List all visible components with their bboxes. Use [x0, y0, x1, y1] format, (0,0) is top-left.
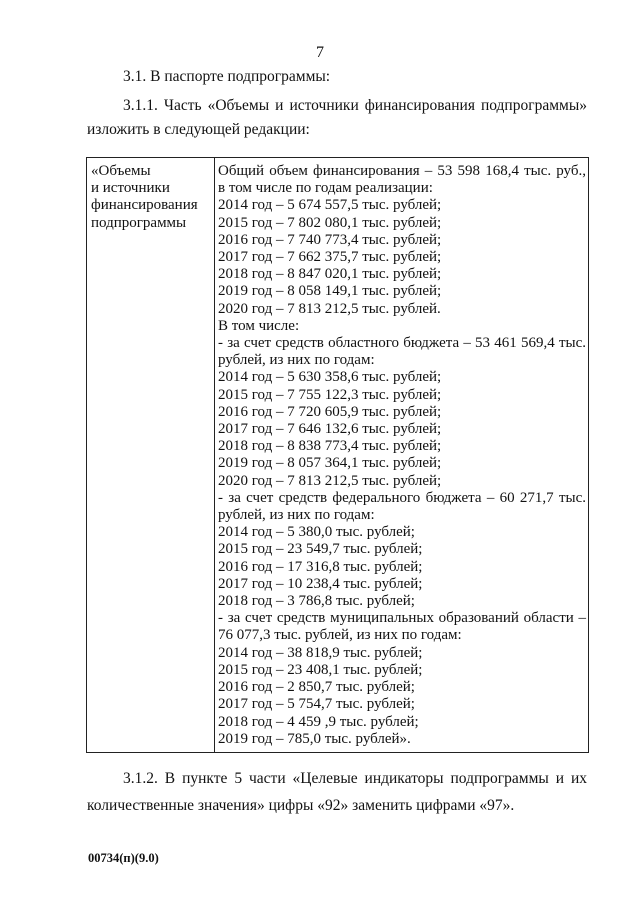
- table-value-line: 2018 год – 3 786,8 тыс. рублей;: [218, 593, 415, 610]
- table-value-line: 2015 год – 7 755 122,3 тыс. рублей;: [218, 386, 442, 403]
- table-value-line: - за счет средств областного бюджета – 53 461 569,4 тыс.: [218, 335, 586, 352]
- amendment-paragraph-line-2: количественные значения» цифры «92» заменить цифрами «97».: [87, 797, 515, 814]
- table-value-line: 2014 год – 5 380,0 тыс. рублей;: [218, 524, 415, 541]
- table-value-line: 2020 год – 7 813 212,5 тыс. рублей.: [218, 300, 441, 317]
- table-value-line: 2017 год – 7 662 375,7 тыс. рублей;: [218, 249, 442, 266]
- section-heading: 3.1. В паспорте подпрограммы:: [123, 68, 331, 85]
- table-value-line: 2014 год – 5 674 557,5 тыс. рублей;: [218, 197, 442, 214]
- table-value-line: 2020 год – 7 813 212,5 тыс. рублей;: [218, 472, 442, 489]
- document-code: 00734(п)(9.0): [88, 851, 159, 865]
- table-value-line: 2015 год – 23 408,1 тыс. рублей;: [218, 661, 423, 678]
- table-value-line: 2014 год – 5 630 358,6 тыс. рублей;: [218, 369, 442, 386]
- table-value-line: 2015 год – 23 549,7 тыс. рублей;: [218, 541, 423, 558]
- table-label-line: финансирования: [91, 197, 198, 214]
- table-label-line: «Объемы: [91, 163, 151, 179]
- subsection-paragraph-line-2: изложить в следующей редакции:: [87, 121, 310, 138]
- financing-table: [86, 157, 589, 753]
- subsection-paragraph-line-1: 3.1.1. Часть «Объемы и источники финансирования подпрограммы»: [123, 97, 587, 114]
- table-value-line: 2019 год – 8 057 364,1 тыс. рублей;: [218, 455, 442, 472]
- table-value-line: 2016 год – 7 720 605,9 тыс. рублей;: [218, 403, 442, 420]
- page-number: 7: [316, 44, 324, 61]
- table-value-line: В том числе:: [218, 317, 300, 334]
- table-value-line: 2017 год – 10 238,4 тыс. рублей;: [218, 575, 423, 592]
- table-value-cell: [218, 163, 586, 748]
- table-value-line: - за счет средств федерального бюджета – 60 271,7 тыс.: [218, 489, 586, 506]
- table-value-line: рублей, из них по годам:: [218, 352, 375, 369]
- table-value-line: Общий объем финансирования – 53 598 168,4 тыс. руб.,: [218, 163, 586, 179]
- table-label-cell: [91, 163, 211, 232]
- table-value-line: 2019 год – 785,0 тыс. рублей».: [218, 730, 411, 747]
- amendment-paragraph-line-1: 3.1.2. В пункте 5 части «Целевые индикаторы подпрограммы и их: [123, 770, 587, 787]
- table-label-line: и источники: [91, 180, 170, 197]
- table-value-line: 2017 год – 7 646 132,6 тыс. рублей;: [218, 421, 442, 438]
- table-value-line: в том числе по годам реализации:: [218, 180, 433, 197]
- table-value-line: 2014 год – 38 818,9 тыс. рублей;: [218, 644, 423, 661]
- table-value-line: 2018 год – 8 847 020,1 тыс. рублей;: [218, 266, 442, 283]
- table-label-line: подпрограммы: [91, 214, 187, 231]
- table-column-divider: [214, 158, 215, 752]
- table-value-line: рублей, из них по годам:: [218, 507, 375, 524]
- table-value-line: 2016 год – 7 740 773,4 тыс. рублей;: [218, 231, 442, 248]
- table-value-line: 2018 год – 8 838 773,4 тыс. рублей;: [218, 438, 442, 455]
- table-value-line: 2016 год – 17 316,8 тыс. рублей;: [218, 558, 423, 575]
- table-value-line: 2015 год – 7 802 080,1 тыс. рублей;: [218, 214, 442, 231]
- table-value-line: 2018 год – 4 459 ,9 тыс. рублей;: [218, 713, 419, 730]
- table-value-line: 2017 год – 5 754,7 тыс. рублей;: [218, 696, 415, 713]
- table-value-line: 2019 год – 8 058 149,1 тыс. рублей;: [218, 283, 442, 300]
- table-value-line: 76 077,3 тыс. рублей, из них по годам:: [218, 627, 462, 644]
- table-value-line: 2016 год – 2 850,7 тыс. рублей;: [218, 679, 415, 696]
- table-value-line: - за счет средств муниципальных образований области –: [218, 610, 586, 627]
